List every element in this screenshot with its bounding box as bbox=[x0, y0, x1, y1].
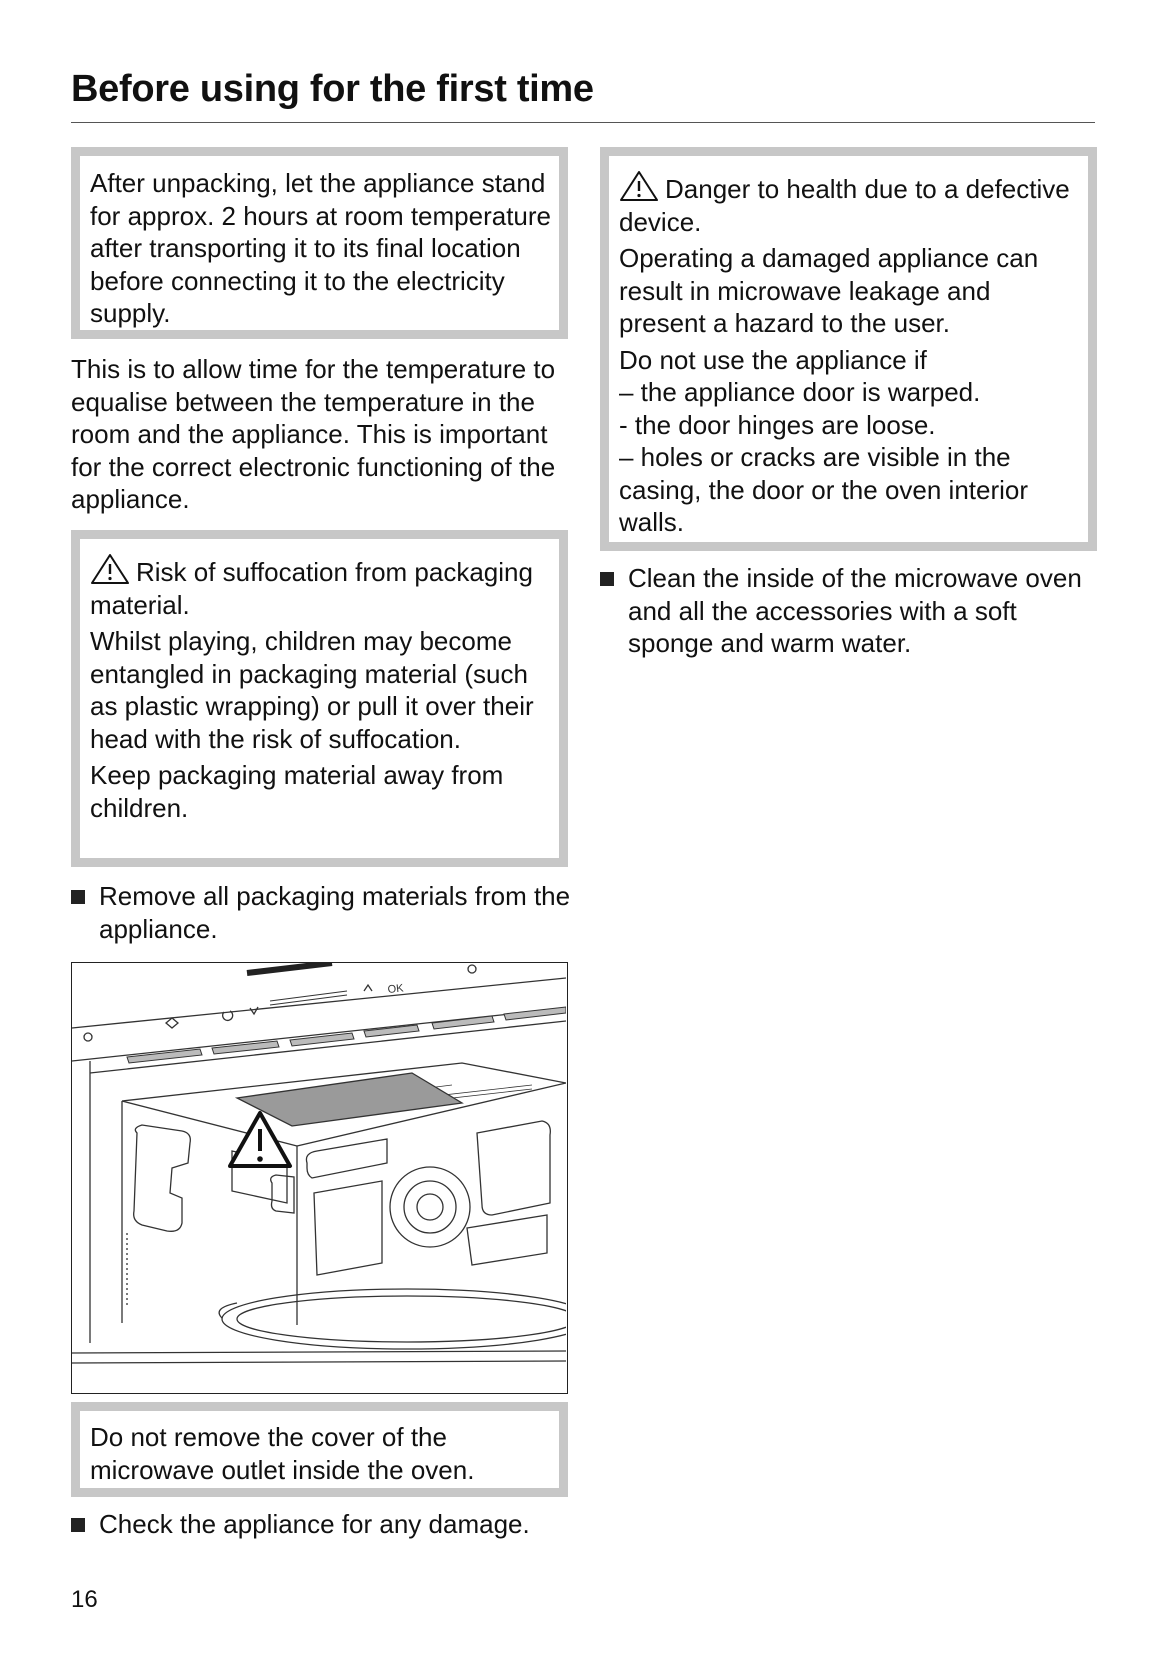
warning-box-suffocation bbox=[71, 530, 568, 867]
list-item-text: Remove all packaging materials from the appliance. bbox=[99, 881, 571, 944]
warning-heading-text: Danger to health due to a defective device. bbox=[619, 174, 1070, 237]
paragraph-temperature: This is to allow time for the temperature to equalise between the temperature in the room and the appliance. This is important for the correct electronic functioning of the appliance. bbox=[71, 354, 556, 514]
warning-heading-danger bbox=[619, 170, 1080, 238]
list-item-text: Check the appliance for any damage. bbox=[99, 1509, 530, 1539]
note-box-unpacking bbox=[71, 147, 568, 339]
list-item-clean-inside bbox=[600, 562, 1100, 660]
page-number: 16 bbox=[71, 1586, 98, 1613]
warning-list-item: - the door hinges are loose. bbox=[619, 409, 936, 440]
warning-triangle-icon bbox=[90, 553, 130, 585]
list-item-remove-packaging bbox=[71, 880, 571, 945]
warning-list-item: – holes or cracks are visible in the casing, the door or the oven interior walls. bbox=[619, 442, 1029, 537]
microwave-interior-illustration bbox=[71, 962, 568, 1394]
list-item-check-damage bbox=[71, 1508, 591, 1541]
warning-box-danger bbox=[600, 147, 1097, 551]
note-text-microwave-cover: Do not remove the cover of the microwave outlet inside the oven. bbox=[90, 1422, 475, 1485]
warning-triangle-icon bbox=[619, 170, 659, 202]
microwave-drawing bbox=[72, 963, 566, 1392]
page-title: Before using for the first time bbox=[71, 68, 594, 110]
warning-advice-suffocation: Keep packaging material away from children. bbox=[90, 760, 504, 823]
note-text-unpacking: After unpacking, let the appliance stand for approx. 2 hours at room temperature after transporting it to its final location before connecting it to the electricity supply. bbox=[90, 168, 552, 328]
list-item-text: Clean the inside of the microwave oven and all the accessories with a soft sponge and warm water. bbox=[628, 563, 1082, 658]
warning-list-intro: Do not use the appliance if bbox=[619, 344, 927, 375]
warning-heading-text: Risk of suffocation from packaging material. bbox=[90, 557, 533, 620]
bullet-square-icon bbox=[71, 1518, 85, 1532]
ok-label: OK bbox=[387, 982, 405, 996]
title-rule bbox=[71, 122, 1095, 123]
bullet-square-icon bbox=[71, 890, 85, 904]
warning-body-danger: Operating a damaged appliance can result in microwave leakage and present a hazard to the user. bbox=[619, 243, 1039, 338]
warning-list-item: – the appliance door is warped. bbox=[619, 377, 981, 407]
warning-heading-suffocation bbox=[90, 553, 551, 621]
warning-list-danger bbox=[619, 344, 1080, 539]
bullet-square-icon bbox=[600, 572, 614, 586]
note-box-microwave-cover bbox=[71, 1402, 568, 1497]
warning-body-suffocation: Whilst playing, children may become entangled in packaging material (such as plastic wrapping) or pull it over their head with the risk of suffocation. bbox=[90, 626, 534, 754]
